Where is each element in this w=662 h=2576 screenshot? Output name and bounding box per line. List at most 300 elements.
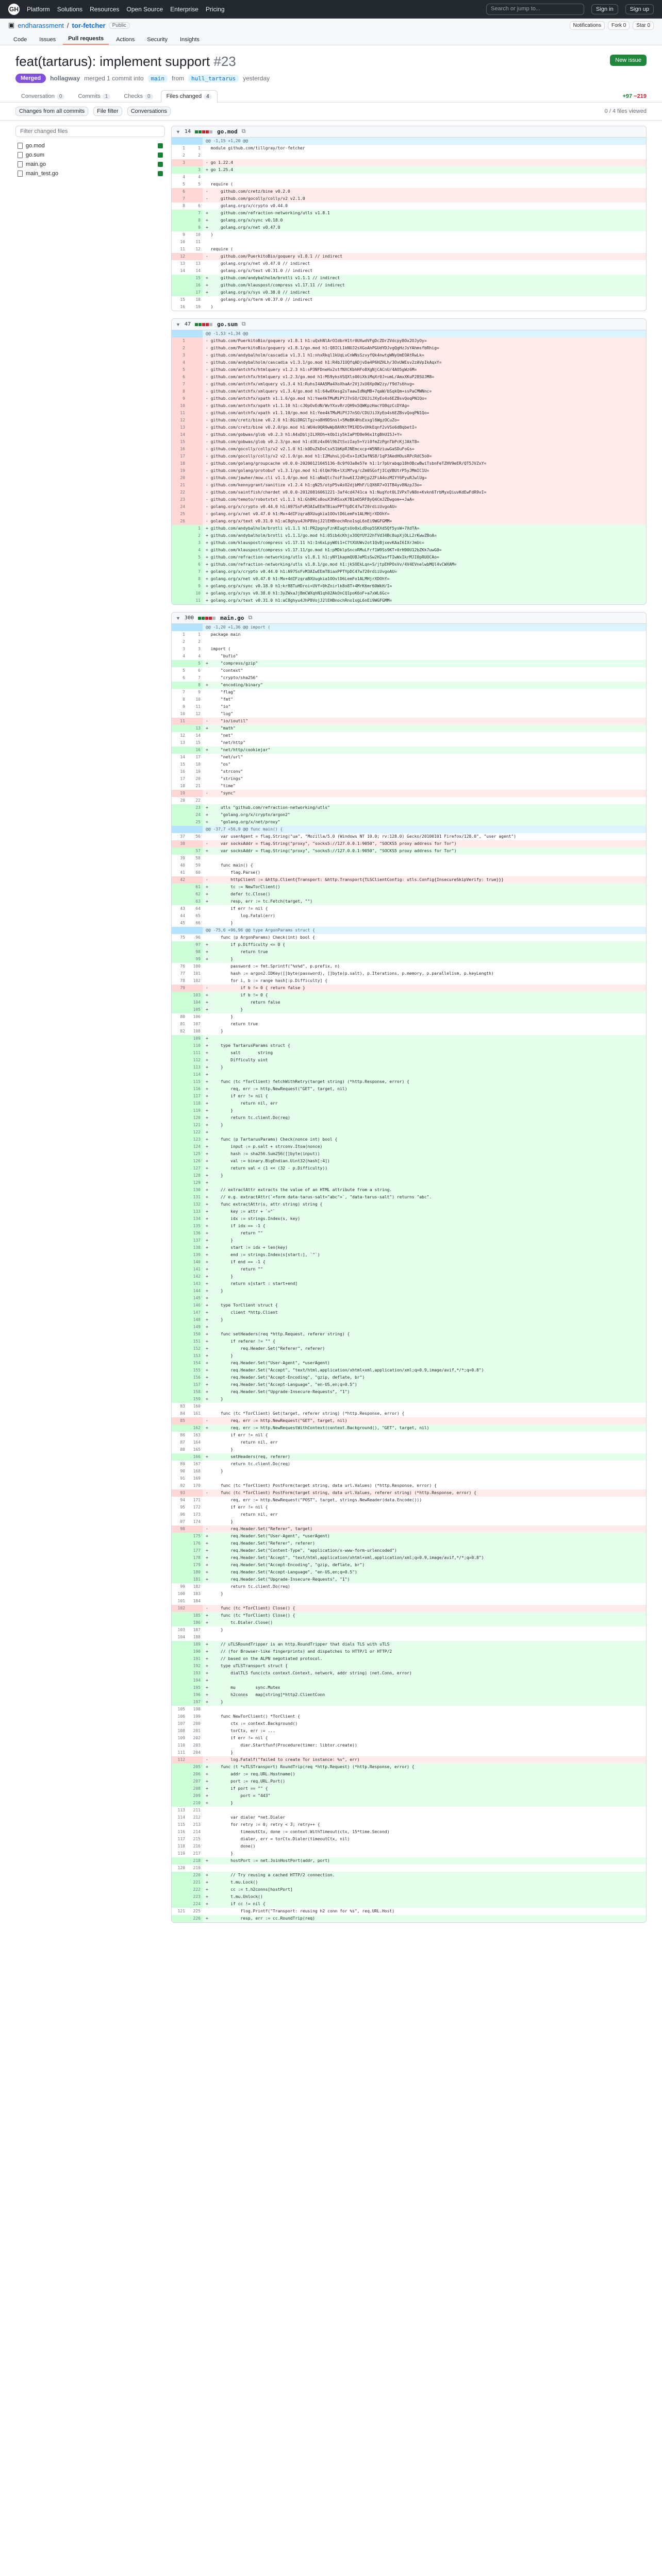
diff-line[interactable] (172, 1165, 646, 1172)
diff-line[interactable] (172, 1345, 646, 1352)
diff-line[interactable] (172, 296, 646, 303)
old-line-number[interactable]: 37 (180, 834, 185, 839)
old-line-number[interactable] (172, 289, 187, 296)
diff-line[interactable] (172, 826, 646, 833)
diff-line[interactable] (172, 337, 646, 345)
new-line-number[interactable] (187, 402, 203, 410)
diff-line[interactable] (172, 862, 646, 869)
old-line-number[interactable]: 19 (172, 467, 187, 474)
old-line-number[interactable]: 16 (180, 304, 185, 309)
old-line-number[interactable]: 110 (177, 1743, 185, 1748)
new-line-number[interactable]: 11 (195, 240, 201, 244)
nav-open-source[interactable]: Open Source (126, 6, 163, 13)
old-line-number[interactable] (172, 1360, 187, 1367)
old-line-number[interactable]: 84 (180, 1411, 185, 1416)
diff-line[interactable] (172, 739, 646, 747)
new-line-number[interactable]: 207 (187, 1778, 203, 1785)
diff-line[interactable] (172, 1720, 646, 1727)
new-line-number[interactable]: 193 (187, 1670, 203, 1677)
new-line-number[interactable]: 225 (193, 1909, 201, 1913)
new-line-number[interactable]: 174 (193, 1519, 201, 1524)
new-line-number[interactable]: 9 (187, 224, 203, 231)
diff-line[interactable] (172, 1526, 646, 1533)
new-line-number[interactable]: 65 (195, 913, 201, 918)
diff-line[interactable] (172, 246, 646, 253)
old-line-number[interactable]: 18 (172, 460, 187, 467)
fork-button[interactable]: Fork 0 (608, 21, 630, 30)
old-line-number[interactable] (172, 811, 187, 819)
old-line-number[interactable]: 13 (180, 261, 185, 266)
old-line-number[interactable] (172, 1223, 187, 1230)
new-line-number[interactable]: 15 (195, 740, 201, 745)
old-line-number[interactable] (172, 1295, 187, 1302)
diff-line[interactable] (172, 1158, 646, 1165)
diff-line[interactable] (172, 948, 646, 956)
new-line-number[interactable] (187, 188, 203, 195)
old-line-number[interactable] (172, 1244, 187, 1251)
new-line-number[interactable] (187, 503, 203, 511)
new-line-number[interactable]: 150 (187, 1331, 203, 1338)
old-line-number[interactable]: 82 (180, 1029, 185, 1033)
old-line-number[interactable]: 14 (180, 268, 185, 273)
old-line-number[interactable]: 6 (183, 675, 185, 680)
sign-in-button[interactable]: Sign in (591, 4, 618, 14)
old-line-number[interactable]: 3 (172, 159, 187, 166)
old-line-number[interactable] (172, 1663, 187, 1670)
old-line-number[interactable]: 108 (177, 1728, 185, 1733)
new-line-number[interactable]: 145 (187, 1295, 203, 1302)
new-line-number[interactable] (187, 876, 203, 884)
old-line-number[interactable] (172, 539, 187, 547)
new-line-number[interactable]: 5 (187, 660, 203, 667)
new-line-number[interactable]: 201 (193, 1728, 201, 1733)
new-line-number[interactable]: 220 (187, 1872, 203, 1879)
new-line-number[interactable] (187, 790, 203, 797)
new-line-number[interactable]: 60 (195, 870, 201, 875)
new-line-number[interactable]: 112 (187, 1057, 203, 1064)
diff-line[interactable] (172, 992, 646, 999)
file-tree-item[interactable] (15, 160, 165, 169)
new-line-number[interactable]: 189 (187, 1641, 203, 1648)
old-line-number[interactable] (172, 1800, 187, 1807)
new-line-number[interactable]: 176 (187, 1540, 203, 1547)
old-line-number[interactable] (172, 1237, 187, 1244)
old-line-number[interactable] (172, 1785, 187, 1792)
old-line-number[interactable]: 3 (172, 352, 187, 359)
diff-line[interactable] (172, 195, 646, 202)
diff-line[interactable] (172, 575, 646, 583)
diff-line[interactable] (172, 1778, 646, 1785)
new-line-number[interactable]: 190 (187, 1648, 203, 1655)
diff-line[interactable] (172, 1699, 646, 1706)
old-line-number[interactable] (172, 1648, 187, 1655)
diff-line[interactable] (172, 1886, 646, 1893)
diff-line[interactable] (172, 718, 646, 725)
old-line-number[interactable] (172, 1165, 187, 1172)
diff-line[interactable] (172, 1093, 646, 1100)
diff-line[interactable] (172, 646, 646, 653)
new-line-number[interactable]: 200 (193, 1721, 201, 1726)
old-line-number[interactable]: 102 (172, 1605, 187, 1612)
old-line-number[interactable]: 2 (183, 639, 185, 644)
new-line-number[interactable] (187, 489, 203, 496)
old-line-number[interactable]: 1 (172, 337, 187, 345)
old-line-number[interactable] (172, 1309, 187, 1316)
new-line-number[interactable]: 212 (193, 1815, 201, 1820)
diff-line[interactable] (172, 696, 646, 703)
new-line-number[interactable] (187, 511, 203, 518)
old-line-number[interactable]: 18 (180, 784, 185, 788)
old-line-number[interactable]: 116 (177, 1829, 185, 1834)
old-line-number[interactable]: 20 (172, 474, 187, 482)
diff-line[interactable] (172, 282, 646, 289)
new-line-number[interactable]: 23 (187, 804, 203, 811)
diff-line[interactable] (172, 159, 646, 166)
new-line-number[interactable]: 16 (187, 282, 203, 289)
new-line-number[interactable]: 142 (187, 1273, 203, 1280)
old-line-number[interactable]: 5 (172, 366, 187, 374)
old-line-number[interactable]: 10 (180, 711, 185, 716)
diff-file-name[interactable]: go.mod (217, 128, 238, 135)
new-line-number[interactable]: 14 (195, 733, 201, 738)
old-line-number[interactable]: 92 (180, 1483, 185, 1488)
old-line-number[interactable] (172, 848, 187, 855)
new-line-number[interactable]: 111 (187, 1049, 203, 1057)
old-line-number[interactable] (172, 826, 187, 833)
diff-line[interactable] (172, 1172, 646, 1179)
new-line-number[interactable] (187, 1605, 203, 1612)
diff-line[interactable] (172, 1006, 646, 1013)
new-line-number[interactable]: 9 (198, 690, 201, 694)
github-logo-icon[interactable]: GH (8, 4, 20, 15)
diff-line[interactable] (172, 1309, 646, 1316)
diff-file-name[interactable]: go.sum (217, 321, 238, 328)
new-line-number[interactable]: 122 (187, 1129, 203, 1136)
old-line-number[interactable] (172, 1879, 187, 1886)
diff-line[interactable] (172, 166, 646, 174)
diff-line[interactable] (172, 1316, 646, 1324)
new-line-number[interactable]: 24 (187, 811, 203, 819)
diff-line[interactable] (172, 181, 646, 188)
diff-line[interactable] (172, 402, 646, 410)
new-line-number[interactable]: 148 (187, 1316, 203, 1324)
diff-line[interactable] (172, 1129, 646, 1136)
old-line-number[interactable]: 25 (172, 511, 187, 518)
diff-line[interactable] (172, 1453, 646, 1461)
diff-line[interactable] (172, 1497, 646, 1504)
new-line-number[interactable]: 162 (187, 1425, 203, 1432)
old-line-number[interactable] (172, 217, 187, 224)
diff-line[interactable] (172, 1569, 646, 1576)
old-line-number[interactable] (172, 1778, 187, 1785)
diff-line[interactable] (172, 1259, 646, 1266)
diff-line[interactable] (172, 1287, 646, 1295)
diff-line[interactable] (172, 1273, 646, 1280)
diff-line[interactable] (172, 1381, 646, 1388)
old-line-number[interactable] (172, 747, 187, 754)
new-line-number[interactable]: 214 (193, 1829, 201, 1834)
old-line-number[interactable]: 94 (180, 1498, 185, 1502)
old-line-number[interactable] (172, 330, 187, 337)
diff-line[interactable] (172, 1107, 646, 1114)
diff-line[interactable] (172, 446, 646, 453)
new-line-number[interactable]: 216 (193, 1844, 201, 1849)
old-line-number[interactable]: 9 (183, 704, 185, 709)
new-line-number[interactable] (187, 345, 203, 352)
diff-line[interactable] (172, 210, 646, 217)
old-line-number[interactable]: 106 (177, 1714, 185, 1719)
diff-line[interactable] (172, 431, 646, 438)
old-line-number[interactable] (172, 275, 187, 282)
old-line-number[interactable]: 112 (172, 1756, 187, 1764)
diff-line[interactable] (172, 725, 646, 732)
old-line-number[interactable] (172, 1684, 187, 1691)
old-line-number[interactable]: 8 (172, 388, 187, 395)
old-line-number[interactable]: 4 (183, 654, 185, 658)
diff-line[interactable] (172, 638, 646, 646)
old-line-number[interactable]: 10 (180, 240, 185, 244)
tab-actions[interactable]: Actions (116, 37, 135, 43)
old-line-number[interactable]: 89 (180, 1462, 185, 1466)
diff-line[interactable] (172, 710, 646, 718)
old-line-number[interactable] (172, 682, 187, 689)
new-line-number[interactable] (187, 138, 203, 145)
new-line-number[interactable]: 6 (198, 204, 201, 208)
old-line-number[interactable] (172, 999, 187, 1006)
new-line-number[interactable]: 25 (187, 819, 203, 826)
old-line-number[interactable]: 88 (180, 1447, 185, 1452)
diff-line[interactable] (172, 804, 646, 811)
new-line-number[interactable]: 149 (187, 1324, 203, 1331)
old-line-number[interactable] (172, 1453, 187, 1461)
tab-insights[interactable]: Insights (180, 37, 200, 43)
diff-line[interactable] (172, 1475, 646, 1482)
tab-conversation[interactable] (15, 90, 70, 102)
diff-line[interactable] (172, 1396, 646, 1403)
new-line-number[interactable] (187, 482, 203, 489)
new-line-number[interactable]: 218 (187, 1857, 203, 1865)
old-line-number[interactable]: 23 (172, 496, 187, 503)
old-line-number[interactable]: 7 (172, 381, 187, 388)
old-line-number[interactable] (172, 927, 187, 934)
new-line-number[interactable]: 169 (193, 1476, 201, 1481)
diff-line[interactable] (172, 1706, 646, 1713)
diff-line[interactable] (172, 1749, 646, 1756)
old-line-number[interactable] (172, 1042, 187, 1049)
diff-line[interactable] (172, 1071, 646, 1078)
new-line-number[interactable]: 140 (187, 1259, 203, 1266)
old-line-number[interactable] (172, 1266, 187, 1273)
old-line-number[interactable] (172, 1259, 187, 1266)
old-line-number[interactable] (172, 1324, 187, 1331)
old-line-number[interactable]: 97 (180, 1519, 185, 1524)
old-line-number[interactable]: 42 (172, 876, 187, 884)
new-line-number[interactable] (187, 1489, 203, 1497)
old-line-number[interactable]: 109 (177, 1736, 185, 1740)
new-line-number[interactable]: 181 (187, 1576, 203, 1583)
diff-line[interactable] (172, 1742, 646, 1749)
new-line-number[interactable]: 1 (198, 146, 201, 150)
old-line-number[interactable] (172, 210, 187, 217)
new-line-number[interactable]: 115 (187, 1078, 203, 1086)
new-line-number[interactable]: 19 (195, 304, 201, 309)
diff-line[interactable] (172, 1598, 646, 1605)
new-line-number[interactable]: 160 (193, 1404, 201, 1409)
diff-line[interactable] (172, 374, 646, 381)
new-line-number[interactable]: 2 (198, 639, 201, 644)
new-line-number[interactable]: 224 (187, 1901, 203, 1908)
old-line-number[interactable]: 80 (180, 1014, 185, 1019)
diff-line[interactable] (172, 783, 646, 790)
diff-line[interactable] (172, 1331, 646, 1338)
new-line-number[interactable] (187, 424, 203, 431)
old-line-number[interactable] (172, 1187, 187, 1194)
old-line-number[interactable]: 21 (172, 482, 187, 489)
old-line-number[interactable] (172, 166, 187, 174)
diff-line[interactable] (172, 703, 646, 710)
old-line-number[interactable]: 11 (172, 410, 187, 417)
new-line-number[interactable]: 117 (187, 1093, 203, 1100)
diff-line[interactable] (172, 1388, 646, 1396)
diff-line[interactable] (172, 511, 646, 518)
diff-line[interactable] (172, 253, 646, 260)
changes-from-dropdown[interactable]: Changes from all commits (15, 107, 88, 116)
diff-line[interactable] (172, 1727, 646, 1735)
new-line-number[interactable]: 8 (187, 682, 203, 689)
diff-line[interactable] (172, 1432, 646, 1439)
old-line-number[interactable]: 19 (172, 790, 187, 797)
new-line-number[interactable]: 130 (187, 1187, 203, 1194)
tab-code[interactable]: Code (13, 37, 27, 43)
old-line-number[interactable] (172, 1915, 187, 1922)
new-line-number[interactable]: 61 (187, 884, 203, 891)
old-line-number[interactable]: 8 (183, 697, 185, 702)
old-line-number[interactable] (172, 1619, 187, 1626)
diff-line[interactable] (172, 1663, 646, 1670)
diff-line[interactable] (172, 956, 646, 963)
diff-line[interactable] (172, 1374, 646, 1381)
diff-line[interactable] (172, 267, 646, 275)
diff-line[interactable] (172, 1266, 646, 1273)
old-line-number[interactable] (172, 819, 187, 826)
diff-line[interactable] (172, 145, 646, 152)
old-line-number[interactable]: 105 (177, 1707, 185, 1711)
head-branch[interactable]: hull_tartarus (188, 75, 239, 82)
diff-line[interactable] (172, 754, 646, 761)
diff-line[interactable] (172, 1338, 646, 1345)
old-line-number[interactable]: 107 (177, 1721, 185, 1726)
diff-line[interactable] (172, 1634, 646, 1641)
diff-line[interactable] (172, 217, 646, 224)
old-line-number[interactable]: 1 (183, 146, 185, 150)
new-line-number[interactable]: 192 (187, 1663, 203, 1670)
diff-line[interactable] (172, 1352, 646, 1360)
diff-line[interactable] (172, 260, 646, 267)
old-line-number[interactable]: 2 (183, 153, 185, 158)
diff-line[interactable] (172, 1244, 646, 1251)
diff-line[interactable] (172, 941, 646, 948)
diff-line[interactable] (172, 1879, 646, 1886)
old-line-number[interactable] (172, 1352, 187, 1360)
new-line-number[interactable]: 56 (195, 834, 201, 839)
diff-line[interactable] (172, 848, 646, 855)
old-line-number[interactable]: 9 (183, 232, 185, 237)
diff-line[interactable] (172, 912, 646, 920)
old-line-number[interactable]: 15 (180, 762, 185, 767)
diff-line[interactable] (172, 1367, 646, 1374)
old-line-number[interactable]: 5 (183, 668, 185, 673)
diff-line[interactable] (172, 1251, 646, 1259)
diff-line[interactable] (172, 1237, 646, 1244)
new-line-number[interactable]: 171 (193, 1498, 201, 1502)
new-line-number[interactable]: 183 (193, 1591, 201, 1596)
old-line-number[interactable]: 87 (180, 1440, 185, 1445)
new-line-number[interactable]: 3 (187, 539, 203, 547)
new-line-number[interactable] (187, 1417, 203, 1425)
new-line-number[interactable]: 132 (187, 1201, 203, 1208)
diff-line[interactable] (172, 1691, 646, 1699)
tab-pull-requests[interactable]: Pull requests (63, 33, 109, 45)
old-line-number[interactable] (172, 804, 187, 811)
file-tree-item[interactable] (15, 141, 165, 150)
old-line-number[interactable] (172, 1425, 187, 1432)
old-line-number[interactable] (172, 1057, 187, 1064)
diff-line[interactable] (172, 561, 646, 568)
new-line-number[interactable] (187, 337, 203, 345)
old-line-number[interactable]: 101 (177, 1599, 185, 1603)
old-line-number[interactable]: 12 (180, 733, 185, 738)
diff-line[interactable] (172, 1446, 646, 1453)
new-line-number[interactable]: 114 (187, 1071, 203, 1078)
old-line-number[interactable]: 114 (177, 1815, 185, 1820)
new-line-number[interactable]: 98 (187, 948, 203, 956)
new-line-number[interactable]: 168 (193, 1469, 201, 1473)
old-line-number[interactable]: 24 (172, 503, 187, 511)
new-line-number[interactable] (187, 381, 203, 388)
diff-line[interactable] (172, 1619, 646, 1626)
old-line-number[interactable] (172, 525, 187, 532)
old-line-number[interactable] (172, 1670, 187, 1677)
diff-line[interactable] (172, 1114, 646, 1122)
new-line-number[interactable]: 105 (187, 1006, 203, 1013)
new-line-number[interactable] (187, 446, 203, 453)
old-line-number[interactable]: 103 (177, 1628, 185, 1632)
diff-line[interactable] (172, 1208, 646, 1215)
old-line-number[interactable] (172, 1194, 187, 1201)
diff-line[interactable] (172, 747, 646, 754)
old-line-number[interactable] (172, 1006, 187, 1013)
old-line-number[interactable]: 6 (172, 188, 187, 195)
old-line-number[interactable]: 76 (180, 964, 185, 969)
new-line-number[interactable] (187, 624, 203, 631)
diff-line[interactable] (172, 359, 646, 366)
old-line-number[interactable]: 12 (172, 417, 187, 424)
diff-line[interactable] (172, 303, 646, 311)
new-line-number[interactable]: 173 (193, 1512, 201, 1517)
new-line-number[interactable] (187, 1526, 203, 1533)
old-line-number[interactable] (172, 1179, 187, 1187)
new-line-number[interactable]: 18 (195, 297, 201, 302)
old-line-number[interactable] (172, 1547, 187, 1554)
old-line-number[interactable]: 118 (177, 1844, 185, 1849)
diff-line[interactable] (172, 138, 646, 145)
diff-line[interactable] (172, 797, 646, 804)
new-line-number[interactable] (187, 410, 203, 417)
diff-line[interactable] (172, 1821, 646, 1828)
copy-icon[interactable]: ⧉ (248, 615, 253, 621)
diff-line[interactable] (172, 568, 646, 575)
old-line-number[interactable]: 4 (183, 175, 185, 179)
